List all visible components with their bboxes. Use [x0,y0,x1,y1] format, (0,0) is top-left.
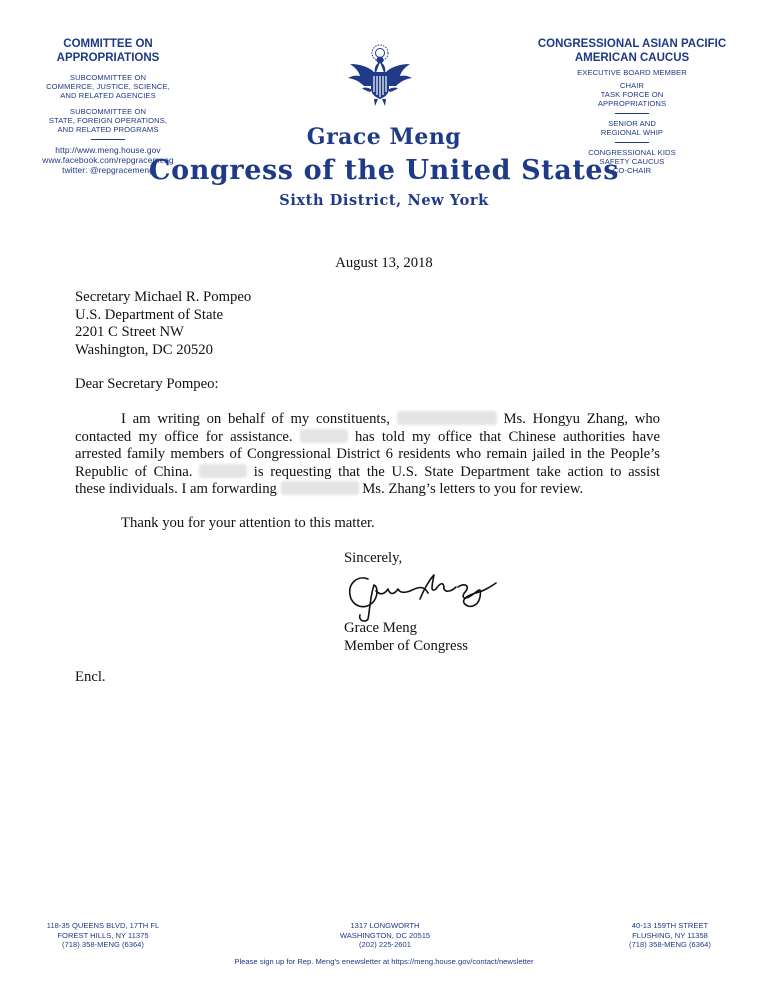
congressional-eagle-seal-icon [344,42,416,108]
footer-office-washington [305,921,465,950]
footer-line: 40-13 159TH STREET [631,921,709,930]
address-line-3: 2201 C Street NW [75,324,184,340]
member-name-heading: Grace Meng [306,124,462,150]
footer-line: (202) 225-2601 [359,940,411,950]
role-executive-board: EXECUTIVE BOARD MEMBER [577,67,687,77]
role-whip-line-2: REGIONAL WHIP [600,128,664,138]
signer-name: Grace Meng [344,620,417,636]
subcommittee-1-line-3: AND RELATED AGENCIES [60,90,156,100]
newsletter-signup-note[interactable]: Please sign up for Rep. Meng’s enewsletter at https://meng.house.gov/contact/newsletter [234,957,534,966]
role-chair-line-3: APPROPRIATIONS [597,98,667,108]
body-text: Ms. Hongyu Zhang, who [503,411,661,427]
footer-line: FLUSHING, NY 11358 [632,930,708,940]
committee-title-line-2: APPROPRIATIONS [56,51,160,64]
body-text: Ms. Zhang’s letters to you for review. [362,481,584,497]
footer-office-flushing [600,921,740,950]
closing: Sincerely, [344,550,403,566]
committee-title-line-1: COMMITTEE ON [63,38,153,50]
body-text: is requesting that the U.S. State Department take action to assist [253,463,660,480]
caucus-title-line-2: AMERICAN CAUCUS [574,51,690,64]
subcommittee-1-line-2: COMMERCE, JUSTICE, SCIENCE, [46,81,170,91]
role-kids-caucus-line-1: CONGRESSIONAL KIDS [588,148,676,158]
footer-office-forest-hills [28,921,178,950]
address-line-2: U.S. Department of State [75,306,224,323]
thank-you-line: Thank you for your attention to this matter. [121,515,375,531]
congress-heading: Congress of the United States [149,155,619,186]
twitter-handle[interactable]: twitter: @repgracemeng [62,165,154,176]
footer-line: 118-35 QUEENS BLVD, 17TH FL [46,921,160,930]
subcommittee-2-line-3: AND RELATED PROGRAMS [57,125,159,135]
divider [615,113,649,114]
redacted-text [300,429,348,443]
signature-block [344,620,468,655]
footer-line: WASHINGTON, DC 20515 [339,930,431,940]
redacted-text [281,481,359,495]
signer-title: Member of Congress [344,637,469,654]
body-text: contacted my office for assistance. [75,428,293,445]
footer-line: FOREST HILLS, NY 11375 [57,930,149,940]
redacted-text [199,464,247,478]
role-whip-line-1: SENIOR AND [608,119,656,129]
district-heading: Sixth District, New York [279,192,489,209]
role-kids-caucus-line-2: SAFETY CAUCUS [599,157,665,167]
facebook-link[interactable]: www.facebook.com/repgracemeng [42,155,174,166]
role-kids-caucus-line-3: CO-CHAIR [612,166,652,176]
role-chair-line-1: CHAIR [619,80,645,90]
body-text: these individuals. I am forwarding [75,481,277,497]
letter-date: August 13, 2018 [335,255,433,271]
website-link[interactable]: http://www.meng.house.gov [55,145,161,156]
body-text: has told my office that Chinese authorities have [355,428,660,445]
subcommittee-2-line-1: SUBCOMMITTEE ON [69,106,147,116]
address-line-1: Secretary Michael R. Pompeo [75,289,252,305]
body-text: Republic of China. [75,463,193,480]
enclosure-note: Encl. [75,669,106,685]
salutation: Dear Secretary Pompeo: [75,376,219,392]
role-chair-line-2: TASK FORCE ON [600,89,664,99]
address-line-4: Washington, DC 20520 [75,341,213,358]
footer-line: (718) 358-MENG (6364) [629,940,711,950]
handwritten-signature-icon [340,565,500,623]
subcommittee-1-line-1: SUBCOMMITTEE ON [69,72,147,82]
body-text: arrested family members of Congressional District 6 residents who remain jailed in the People’s [75,446,660,462]
redacted-text [397,411,497,425]
caucus-title-line-1: CONGRESSIONAL ASIAN PACIFIC [537,38,727,50]
body-text: I am writing on behalf of my constituents, [121,411,390,427]
subcommittee-2-line-2: STATE, FOREIGN OPERATIONS, [48,116,168,126]
recipient-address [75,289,475,359]
letter-body-paragraph [75,411,660,499]
footer-line: (718) 358-MENG (6364) [62,940,144,950]
footer-line: 1317 LONGWORTH [350,921,420,930]
